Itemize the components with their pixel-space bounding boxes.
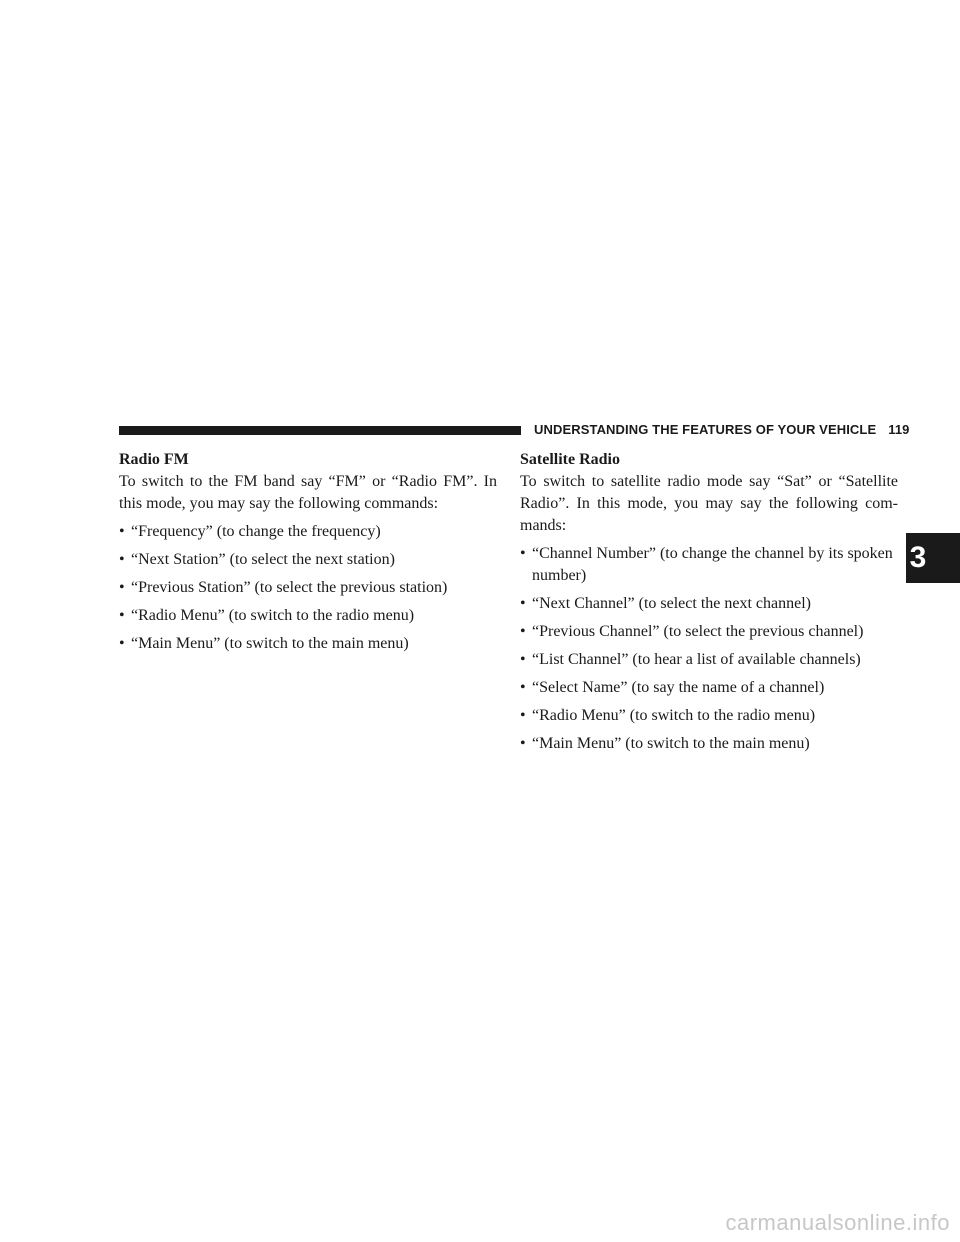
page-number: 119 xyxy=(888,422,910,437)
right-column xyxy=(520,449,898,761)
command-list-radio-fm xyxy=(119,521,497,655)
left-column xyxy=(119,449,497,661)
section-heading-radio-fm: Radio FM xyxy=(119,451,189,468)
list-item: • “Frequency” (to change the frequency) xyxy=(119,521,497,543)
running-header xyxy=(534,421,910,439)
section-intro-satellite-radio: To switch to satellite radio mode say “Sat” or “Satellite Radio”. In this mode, you may say the following com-mands: xyxy=(520,473,898,534)
list-item: • “Select Name” (to say the name of a channel) xyxy=(520,677,898,699)
list-item: • “Previous Channel” (to select the previous channel) xyxy=(520,621,898,643)
header-title: UNDERSTANDING THE FEATURES OF YOUR VEHICLE xyxy=(534,422,877,437)
list-item: • “Previous Station” (to select the previous station) xyxy=(119,577,497,599)
command-list-satellite-radio xyxy=(520,543,898,755)
list-item: • “Channel Number” (to change the channel by its spoken number) xyxy=(520,543,898,587)
list-item: • “Radio Menu” (to switch to the radio menu) xyxy=(520,705,898,727)
list-item: • “Main Menu” (to switch to the main menu) xyxy=(119,633,497,655)
list-item: • “List Channel” (to hear a list of available channels) xyxy=(520,649,898,671)
list-item: • “Radio Menu” (to switch to the radio menu) xyxy=(119,605,497,627)
header-rule xyxy=(119,426,521,435)
list-item: • “Next Channel” (to select the next channel) xyxy=(520,593,898,615)
section-intro-radio-fm: To switch to the FM band say “FM” or “Radio FM”. In this mode, you may say the following commands: xyxy=(119,473,497,512)
list-item: • “Next Station” (to select the next station) xyxy=(119,549,497,571)
section-tab-number: 3 xyxy=(909,541,927,574)
watermark-text: carmanualsonline.info xyxy=(725,1210,950,1235)
list-item: • “Main Menu” (to switch to the main menu) xyxy=(520,733,898,755)
section-heading-satellite-radio: Satellite Radio xyxy=(520,451,620,468)
